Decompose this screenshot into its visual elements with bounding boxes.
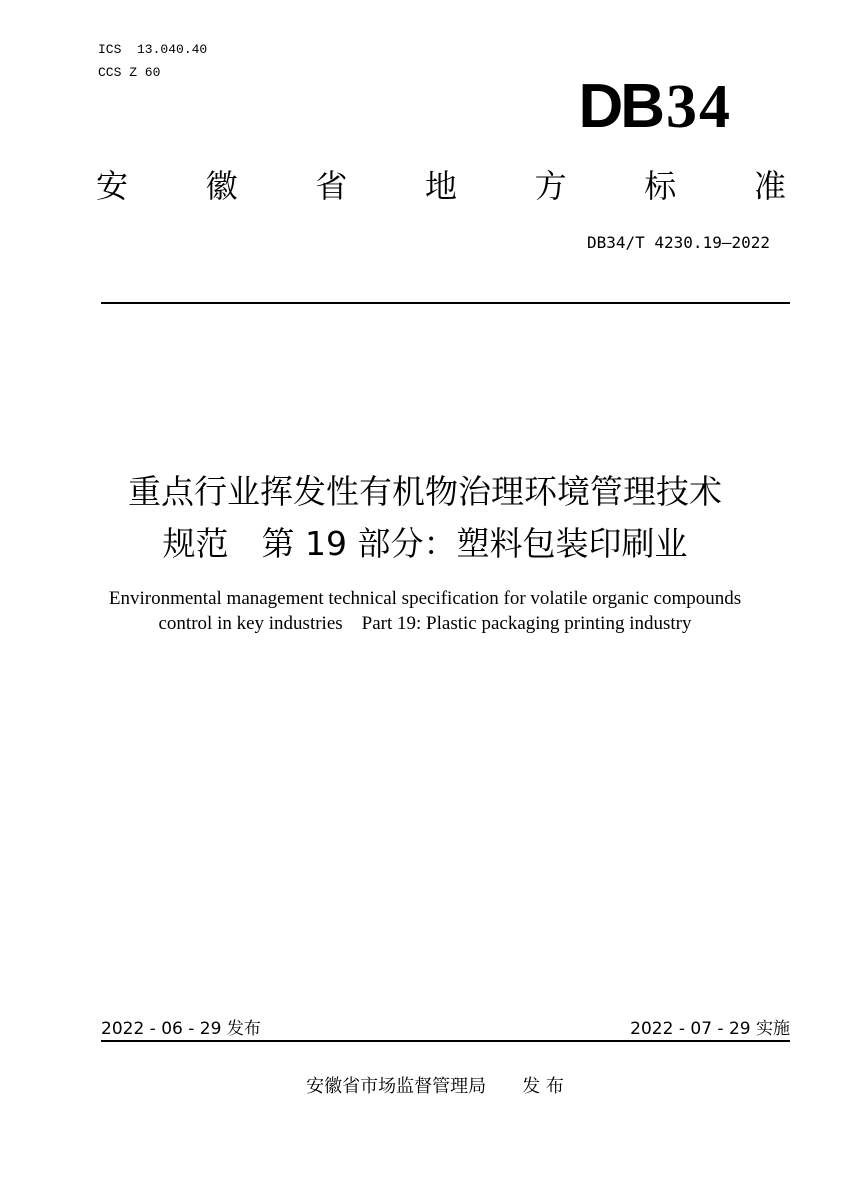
db-logo: [578, 72, 732, 141]
title-english-line-1: Environmental management technical specification for volatile organic compounds: [108, 588, 742, 609]
title-chinese: [60, 466, 790, 570]
title-english: [30, 586, 820, 636]
standard-type-char: 方: [534, 167, 567, 205]
db-logo-prefix: DB: [578, 72, 662, 141]
standard-type-char: 徽: [205, 167, 238, 205]
standard-type-heading: [96, 166, 786, 206]
ccs-code: CCS Z 60: [98, 65, 161, 80]
issuer-action: 发 布: [522, 1076, 564, 1097]
issuer-name: 安徽省市场监督管理局: [306, 1076, 487, 1097]
implement-date: 2022 - 07 - 29 实施: [630, 1019, 790, 1039]
top-divider: [101, 302, 790, 304]
standard-number: DB34/T 4230.19—2022: [586, 233, 770, 252]
issuer: [0, 1072, 850, 1098]
db-logo-number: 34: [666, 73, 732, 141]
title-chinese-line-1: 重点行业挥发性有机物治理环境管理技术: [128, 472, 722, 511]
bottom-divider: [101, 1040, 790, 1042]
standard-type-char: 地: [424, 167, 457, 205]
standard-type-char: 标: [644, 167, 677, 205]
standard-type-char: 安: [96, 167, 129, 205]
ics-code: ICS 13.040.40: [98, 42, 208, 57]
standard-type-char: 省: [315, 167, 348, 205]
standard-type-char: 准: [753, 167, 786, 205]
publish-date: 2022 - 06 - 29 发布: [101, 1019, 261, 1039]
title-chinese-line-2: 规范 第 19 部分：塑料包装印刷业: [162, 524, 688, 563]
title-english-line-2: control in key industries Part 19: Plastic packaging printing industry: [158, 613, 692, 634]
